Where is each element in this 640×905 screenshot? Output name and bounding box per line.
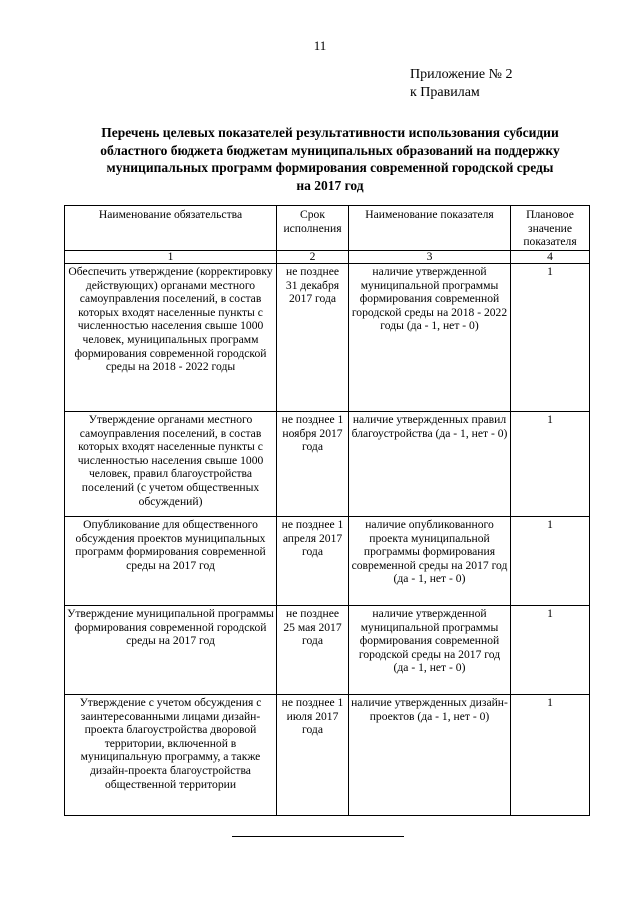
page-number: 11 — [313, 38, 327, 53]
footer-divider — [232, 836, 404, 837]
deadline-cell: не позднее 1 апреля 2017 года — [277, 517, 349, 606]
table-row — [65, 695, 590, 816]
deadline-cell: не позднее 25 мая 2017 года — [277, 606, 349, 695]
title-line-4: на 2017 год — [296, 177, 364, 193]
value-cell: 1 — [511, 517, 590, 606]
value-cell: 1 — [511, 606, 590, 695]
table-header-row — [65, 206, 590, 251]
appendix-reference — [410, 66, 513, 102]
column-number: 1 — [65, 251, 277, 264]
header-planned-value: Плановое значение показателя — [511, 206, 590, 251]
indicator-cell: наличие утвержденной муниципальной программы формирования современной городской среды на 2017 год (да - 1, нет - 0) — [349, 606, 511, 695]
indicator-cell: наличие опубликованного проекта муниципальной программы формирования современной среды на 2017 год (да - 1, нет - 0) — [349, 517, 511, 606]
title-line-2: областного бюджета бюджетам муниципальных образований на поддержку — [100, 142, 560, 158]
table-row — [65, 517, 590, 606]
obligation-cell: Обеспечить утверждение (корректировку действующих) органами местного самоуправления поселений, в состав которых входят населенные пункты с численностью населения свыше 1000 человек, муниципальных программ формирования современной городской среды на 2018 - 2022 годы — [65, 264, 277, 412]
table-row — [65, 412, 590, 517]
value-cell: 1 — [511, 695, 590, 816]
indicator-cell: наличие утвержденных правил благоустройства (да - 1, нет - 0) — [349, 412, 511, 517]
value-cell: 1 — [511, 412, 590, 517]
deadline-cell: не позднее 1 июля 2017 года — [277, 695, 349, 816]
indicator-cell: наличие утвержденной муниципальной программы формирования современной городской среды на 2018 - 2022 годы (да - 1, нет - 0) — [349, 264, 511, 412]
appendix-line-2: к Правилам — [410, 85, 480, 100]
column-number: 2 — [277, 251, 349, 264]
title-line-3: муниципальных программ формирования современной городской среды — [106, 160, 554, 175]
column-number: 3 — [349, 251, 511, 264]
title-line-1: Перечень целевых показателей результативности использования субсидии — [101, 125, 559, 140]
header-indicator: Наименование показателя — [349, 206, 511, 251]
obligation-cell: Утверждение с учетом обсуждения с заинтересованными лицами дизайн-проекта благоустройства дворовой территории, включенной в муниципальную программу, а также дизайн-проекта благоустройства общественной территории — [65, 695, 277, 816]
column-number: 4 — [511, 251, 590, 264]
header-obligation: Наименование обязательства — [65, 206, 277, 251]
deadline-cell: не позднее 1 ноября 2017 года — [277, 412, 349, 517]
table-row — [65, 264, 590, 412]
document-title — [70, 124, 590, 194]
value-cell: 1 — [511, 264, 590, 412]
obligation-cell: Утверждение органами местного самоуправления поселений, в состав которых входят населенные пункты с численностью населения свыше 1000 человек, правил благоустройства поселений (с учетом общественных обсуждений) — [65, 412, 277, 517]
indicators-table — [64, 205, 590, 816]
obligation-cell: Утверждение муниципальной программы формирования современной городской среды на 2017 год — [65, 606, 277, 695]
column-numbers-row — [65, 251, 590, 264]
obligation-cell: Опубликование для общественного обсуждения проектов муниципальных программ формирования современной среды на 2017 год — [65, 517, 277, 606]
table-row — [65, 606, 590, 695]
deadline-cell: не позднее 31 декабря 2017 года — [277, 264, 349, 412]
indicator-cell: наличие утвержденных дизайн-проектов (да - 1, нет - 0) — [349, 695, 511, 816]
appendix-line-1: Приложение № 2 — [410, 67, 513, 82]
header-deadline: Срок исполнения — [277, 206, 349, 251]
